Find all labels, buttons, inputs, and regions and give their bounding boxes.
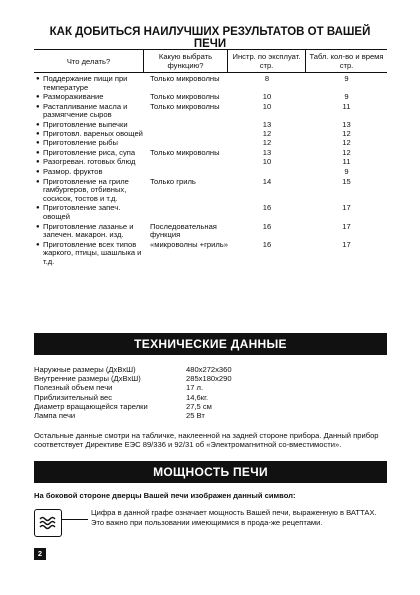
bullet-icon: ●: [36, 159, 40, 166]
instr-page-cell: 13: [262, 119, 272, 129]
task-cell: [34, 168, 144, 177]
task-cell: [34, 130, 144, 139]
function-cell: [144, 158, 228, 167]
microwave-waves-icon: [38, 515, 58, 531]
spec-label: Полезный объем печи: [34, 383, 113, 393]
spec-value: 14,6кг.: [186, 392, 209, 402]
spec-label: Внутренние размеры (ДхВхШ): [34, 374, 141, 384]
power-description: Цифра в данной графе означает мощность Вашей печи, выраженную в ВАТТАХ. Это важно при пользовании имеющимися в прода-же рецептами.: [91, 508, 377, 527]
page-number: 2: [34, 548, 46, 560]
task-text: Приготовление запеч. овощей: [43, 203, 121, 221]
spec-row: [34, 374, 387, 383]
spec-value: 27,5 см: [186, 401, 212, 411]
spec-row: [34, 402, 387, 411]
table-row: [34, 130, 387, 139]
function-cell: Последовательная функция: [150, 221, 217, 240]
power-section-title: МОЩНОСТЬ ПЕЧИ: [34, 461, 387, 483]
instr-page-cell: 14: [262, 176, 272, 186]
results-table: [34, 49, 387, 266]
spec-row: [34, 411, 387, 420]
header-function: Какую выбрать функцию?: [144, 50, 228, 72]
bullet-icon: ●: [36, 121, 40, 128]
instr-page-cell: 16: [262, 239, 272, 249]
instr-page-cell: 10: [262, 101, 272, 111]
spec-list: [34, 365, 387, 420]
bullet-icon: ●: [36, 140, 40, 147]
table-page-cell: 12: [342, 128, 351, 138]
table-row: [34, 157, 387, 167]
task-cell: [34, 139, 144, 148]
spec-row: [34, 393, 387, 402]
header-table: Табл. кол-во и время стр.: [309, 52, 384, 70]
task-text: Приготовление выпечки: [43, 119, 128, 129]
table-row: [34, 92, 387, 102]
spec-label: Диаметр вращающейся тарелки: [34, 401, 148, 411]
spec-label: Лампа печи: [34, 411, 76, 421]
table-page-cell: 11: [342, 157, 351, 167]
bullet-icon: ●: [36, 168, 40, 175]
task-text: Приготовление рыбы: [43, 138, 118, 148]
instr-page-cell: 12: [262, 138, 272, 148]
task-cell: [34, 158, 144, 167]
table-row: [34, 222, 387, 240]
function-cell: [144, 204, 228, 221]
bullet-icon: ●: [36, 241, 40, 248]
task-text: Приготовление на гриле гамбургеров, отбивных, сосисок, тостов и т.д.: [43, 176, 129, 203]
callout-line: [62, 519, 88, 520]
instr-page-cell: 10: [262, 92, 272, 102]
table-page-cell: 11: [342, 101, 351, 111]
function-cell: [144, 139, 228, 148]
task-text: Растапливание масла и размягчение сыров: [43, 101, 128, 120]
bullet-icon: ●: [36, 205, 40, 212]
task-text: Поддержание пищи при температуре: [43, 74, 128, 92]
instr-page-cell: 12: [262, 128, 272, 138]
function-cell: [144, 168, 228, 177]
task-text: Приготовление всех типов жаркого, птицы, шашлыка и т.д.: [43, 239, 142, 266]
task-cell: [34, 223, 144, 240]
table-page-cell: 12: [342, 138, 351, 148]
bullet-icon: ●: [36, 178, 40, 185]
task-text: Приготовление лазанье и запечен. макарон. изд.: [43, 221, 134, 240]
table-row: [34, 240, 387, 267]
tech-section-title: ТЕХНИЧЕСКИЕ ДАННЫЕ: [34, 333, 387, 355]
task-cell: [34, 103, 144, 120]
spec-value: 285х180х290: [186, 374, 232, 384]
function-cell: Только микроволны: [150, 92, 220, 102]
task-cell: [34, 149, 144, 158]
spec-label: Наружные размеры (ДхВхШ): [34, 365, 136, 374]
table-row: [34, 203, 387, 221]
power-heading: На боковой стороне дверцы Вашей печи изображен данный символ:: [34, 491, 296, 500]
spec-value: 25 Вт: [186, 411, 205, 421]
table-row: [34, 167, 387, 177]
task-text: Разогреван. готовых блюд: [43, 157, 136, 167]
table-page-cell: 15: [342, 176, 351, 186]
function-cell: [144, 121, 228, 130]
bullet-icon: ●: [36, 103, 40, 110]
table-page-cell: 12: [342, 147, 351, 157]
bullet-icon: ●: [36, 76, 40, 82]
table-body: [34, 73, 387, 266]
spec-label: Приблизительный вес: [34, 392, 113, 402]
function-cell: «микроволны +гриль»: [150, 239, 228, 249]
bullet-icon: ●: [36, 149, 40, 156]
function-cell: Только микроволны: [150, 74, 220, 83]
table-page-cell: 13: [342, 119, 351, 129]
instr-page-cell: 16: [262, 221, 272, 231]
table-page-cell: 9: [344, 166, 349, 176]
task-text: Размораживание: [43, 92, 104, 102]
microwave-symbol-box: [34, 509, 62, 537]
task-text: Приготовл. вареных овощей: [43, 128, 143, 138]
table-page-cell: 17: [342, 221, 351, 231]
function-cell: [144, 130, 228, 139]
spec-row: [34, 383, 387, 392]
task-text: Приготовление риса, супа: [43, 147, 136, 157]
table-page-cell: 9: [344, 92, 349, 102]
header-what: Что делать?: [34, 50, 144, 72]
spec-value: 480х272х360: [186, 365, 232, 374]
instr-page-cell: [228, 168, 306, 177]
table-row: [34, 73, 387, 92]
task-cell: [34, 204, 144, 221]
instr-page-cell: 13: [262, 147, 272, 157]
function-cell: Только микроволны: [150, 101, 220, 111]
table-page-cell: 17: [342, 203, 351, 213]
spec-value: 17 л.: [186, 383, 204, 393]
function-cell: Только микроволны: [150, 147, 220, 157]
bullet-icon: ●: [36, 130, 40, 137]
task-cell: [34, 75, 144, 92]
table-page-cell: 9: [344, 74, 349, 83]
task-cell: [34, 178, 144, 204]
instr-page-cell: 16: [262, 203, 272, 213]
bullet-icon: ●: [36, 94, 40, 101]
table-row: [34, 148, 387, 158]
page-title: КАК ДОБИТЬСЯ НАИЛУЧШИХ РЕЗУЛЬТАТОВ ОТ ВАШЕЙ ПЕЧИ: [49, 26, 371, 50]
table-page-cell: 17: [342, 239, 351, 249]
task-text: Размор. фруктов: [43, 166, 103, 176]
spec-row: [34, 365, 387, 374]
header-instr: Инстр. по эксплуат. стр.: [228, 50, 306, 72]
task-cell: [34, 93, 144, 102]
task-cell: [34, 241, 144, 267]
instr-page-cell: 10: [262, 157, 272, 167]
function-cell: Только гриль: [150, 176, 196, 186]
bullet-icon: ●: [36, 223, 40, 230]
table-row: [34, 138, 387, 148]
instr-page-cell: 8: [264, 74, 270, 83]
spec-note: Остальные данные смотри на табличке, наклеенной на задней стороне прибора. Данный прибор соответствует Директиве ЕЭС 89/336 и 92/31 об «Электромагнитной со-вместимости».: [34, 431, 379, 450]
table-header: [34, 50, 387, 73]
table-row: [34, 102, 387, 120]
table-row: [34, 177, 387, 204]
